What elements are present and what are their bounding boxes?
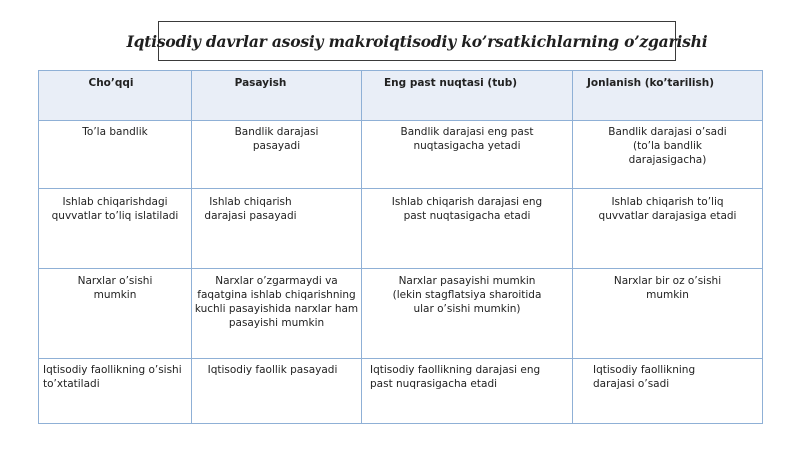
table-cell: Ishlab chiqarish to’liq quvvatlar darajasiga etadi bbox=[573, 189, 763, 269]
table-cell: Iqtisodiy faollik pasayadi bbox=[192, 359, 362, 424]
header-row bbox=[39, 71, 763, 121]
header-peak: Cho’qqi bbox=[39, 71, 192, 121]
table-cell: Narxlar o’sishi mumkin bbox=[39, 269, 192, 359]
table-cell: Narxlar pasayishi mumkin (lekin stagflatsiya sharoitida ular o’sishi mumkin) bbox=[362, 269, 573, 359]
table-cell: Bandlik darajasi eng past nuqtasigacha yetadi bbox=[362, 121, 573, 189]
table-cell: Ishlab chiqarish darajasi pasayadi bbox=[192, 189, 362, 269]
header-trough: Eng past nuqtasi (tub) bbox=[362, 71, 573, 121]
table-cell: Narxlar bir oz o’sishi mumkin bbox=[573, 269, 763, 359]
table-cell: Ishlab chiqarishdagi quvvatlar to’liq islatiladi bbox=[39, 189, 192, 269]
table-cell: Iqtisodiy faollikning darajasi eng past nuqrasigacha etadi bbox=[362, 359, 573, 424]
cycle-indicators-table bbox=[38, 70, 762, 423]
page-title: Iqtisodiy davrlar asosiy makroiqtisodiy ko’rsatkichlarning o’zgarishi bbox=[158, 21, 676, 61]
table-row bbox=[39, 189, 763, 269]
table-cell: Iqtisodiy faollikning darajasi o’sadi bbox=[573, 359, 763, 424]
table-row bbox=[39, 359, 763, 424]
table-cell: Narxlar o’zgarmaydi va faqatgina ishlab chiqarishning kuchli pasayishida narxlar ham pasayishi mumkin bbox=[192, 269, 362, 359]
table-row bbox=[39, 269, 763, 359]
table-row bbox=[39, 121, 763, 189]
header-decline: Pasayish bbox=[192, 71, 362, 121]
header-recovery: Jonlanish (ko’tarilish) bbox=[573, 71, 763, 121]
table-cell: Ishlab chiqarish darajasi eng past nuqtasigacha etadi bbox=[362, 189, 573, 269]
table-cell: Bandlik darajasi o’sadi (to’la bandlik darajasigacha) bbox=[573, 121, 763, 189]
table-cell: To’la bandlik bbox=[39, 121, 192, 189]
table-cell: Bandlik darajasi pasayadi bbox=[192, 121, 362, 189]
table-cell: Iqtisodiy faollikning o’sishi to’xtatiladi bbox=[39, 359, 192, 424]
